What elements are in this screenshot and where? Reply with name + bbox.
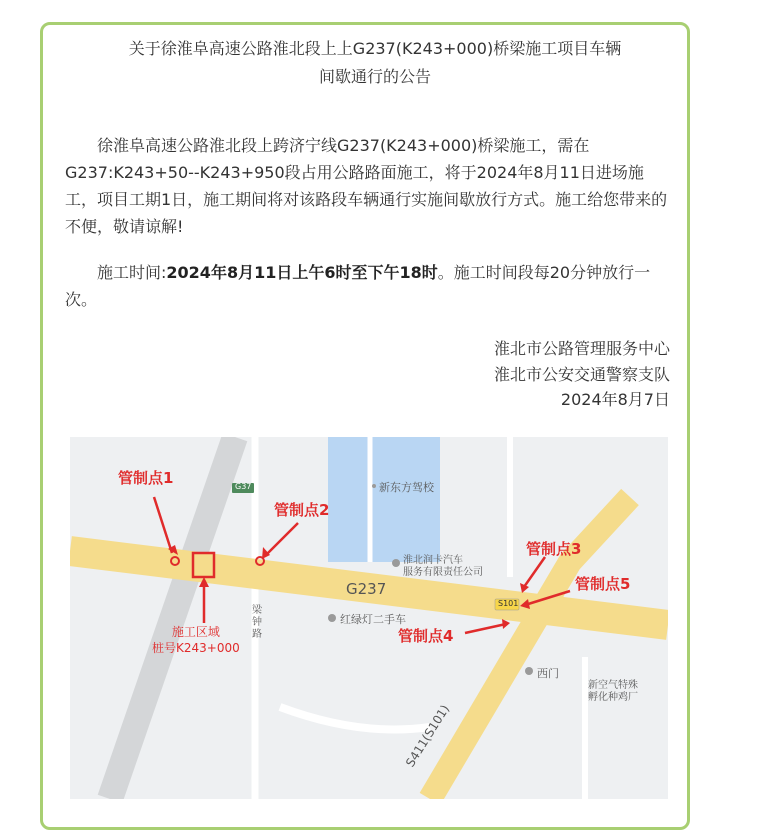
water-area [328, 437, 440, 562]
title-line-1: 关于徐淮阜高速公路淮北段上上G237(K243+000)桥梁施工项目车辆 [128, 39, 622, 58]
road-g237-label: G237 [346, 580, 387, 598]
road-g37-badge: G37 [235, 482, 252, 491]
construction-map [70, 437, 668, 799]
poi-car-service [403, 555, 483, 579]
signature-highway-center: 淮北市公路管理服务中心 [493, 339, 670, 358]
road-s101-badge: S101 [498, 599, 519, 608]
zone-line1: 施工区域 [171, 625, 220, 639]
control-point-3-label: 管制点3 [526, 540, 582, 558]
signature-date: 2024年8月7日 [560, 390, 670, 409]
time-prefix: 施工时间: [97, 263, 167, 282]
time-bold: 2024年8月11日上午6时至下午18时 [166, 263, 438, 282]
poi-car-line2: 服务有限责任公司 [403, 567, 483, 578]
road-g37 [110, 437, 235, 799]
road-liangzhong-label: 梁钟路 [252, 605, 262, 640]
poi-car-line1: 淮北润卡汽车 [403, 555, 463, 566]
poi-driving-school: 新东方驾校 [379, 481, 434, 494]
control-point-1-label: 管制点1 [118, 469, 174, 487]
signature-traffic-police: 淮北市公安交通警察支队 [493, 365, 670, 384]
control-point-4-label: 管制点4 [398, 627, 454, 645]
paragraph-notice: 徐淮阜高速公路淮北段上跨济宁线G237(K243+000)桥梁施工，需在G237:K243+50--K243+950段占用公路路面施工，将于2024年8月11日进场施工，项目工期1日，施工期间将对该路段车辆通行实施间歇放行方式。施工给您带来的不便，敬请谅解! [65, 136, 668, 236]
poi-west-gate: 西门 [537, 667, 559, 680]
zone-line2: 桩号K243+000 [152, 641, 240, 655]
control-point-5-label: 管制点5 [575, 575, 631, 593]
road-s411-label: S411(S101) [403, 702, 453, 770]
paragraph-time [65, 259, 670, 313]
control-point-2-label: 管制点2 [274, 501, 330, 519]
construction-zone-label [152, 624, 240, 656]
article-title [60, 35, 690, 91]
time-suffix: 。施工时间段每20分钟放行一次。 [65, 263, 651, 309]
poi-farm-line1: 新空气特殊 [588, 680, 638, 691]
title-line-2: 间歇通行的公告 [318, 67, 431, 86]
poi-chicken-farm [588, 680, 638, 704]
poi-used-car: 红绿灯二手车 [340, 613, 406, 626]
poi-farm-line2: 孵化种鸡厂 [588, 692, 638, 703]
